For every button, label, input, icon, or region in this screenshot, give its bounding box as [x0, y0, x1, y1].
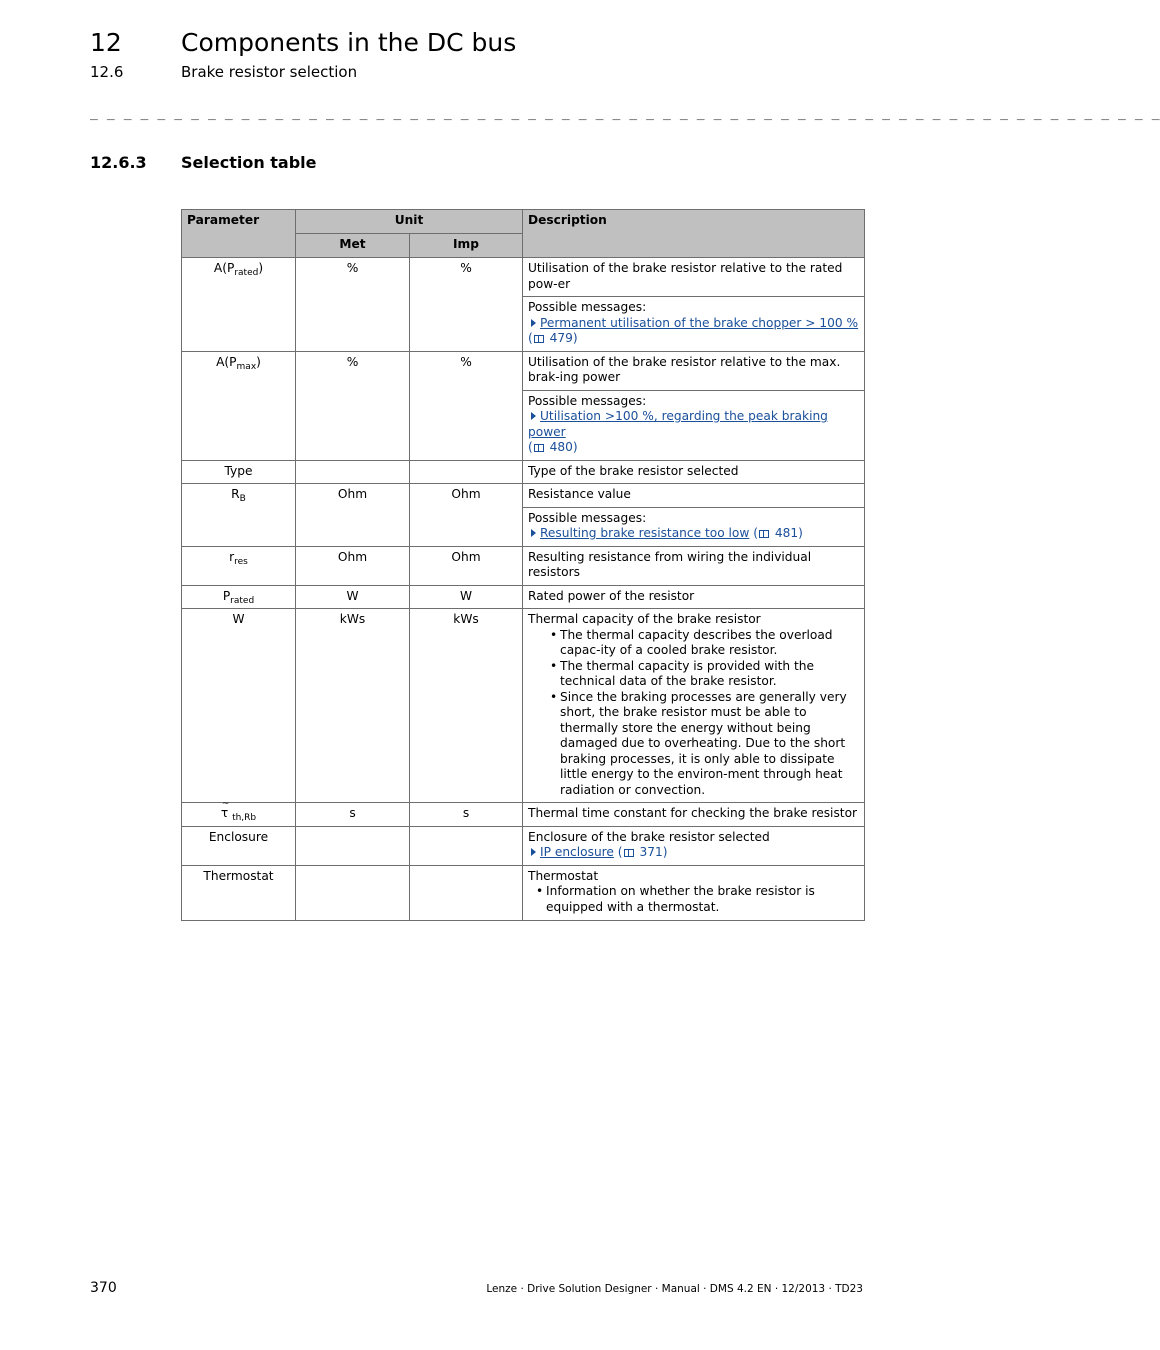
message-link[interactable]: Resulting brake resistance too low [540, 526, 750, 540]
page-reference[interactable]: 480) [549, 440, 578, 454]
param-cell: Enclosure [182, 826, 296, 865]
met-cell [296, 460, 410, 484]
param-cell: $P_{rated}$ [182, 585, 296, 609]
imp-cell: % [410, 258, 523, 352]
page-number: 370 [90, 1280, 117, 1296]
message-link[interactable]: IP enclosure [540, 845, 614, 859]
description-cell: Type of the brake resistor selected [523, 460, 865, 484]
arrow-right-icon [531, 529, 536, 537]
description-text: Thermal capacity of the brake resistor [528, 612, 761, 626]
messages-cell [523, 390, 865, 460]
met-cell [296, 826, 410, 865]
table-row [182, 826, 865, 865]
messages-label: Possible messages: [528, 300, 647, 314]
met-cell: Ohm [296, 484, 410, 547]
table-row [182, 460, 865, 484]
list-item: • The thermal capacity describes the overload capac-ity of a cooled brake resistor. [560, 628, 859, 659]
met-cell: % [296, 258, 410, 352]
messages-label: Possible messages: [528, 510, 647, 525]
arrow-right-icon [531, 412, 536, 420]
imp-cell [410, 826, 523, 865]
messages-cell [523, 297, 865, 352]
imp-cell: kWs [410, 609, 523, 803]
header-description: Description [523, 210, 865, 258]
table-row [182, 546, 865, 585]
selection-table [181, 209, 865, 921]
section-title: Brake resistor selection [181, 63, 358, 81]
met-cell: % [296, 351, 410, 460]
table-row [182, 609, 865, 803]
imp-cell: Ohm [410, 546, 523, 585]
imp-cell: W [410, 585, 523, 609]
subsection-number: 12.6.3 [90, 153, 147, 172]
list-item: • The thermal capacity is provided with the technical data of the brake resistor. [560, 659, 859, 690]
chapter-number: 12 [90, 28, 122, 57]
table-row [182, 585, 865, 609]
imp-cell [410, 460, 523, 484]
imp-cell [410, 865, 523, 921]
param-cell: W [182, 609, 296, 803]
messages-label: Possible messages: [528, 393, 647, 408]
description-text: Enclosure of the brake resistor selected [528, 829, 770, 844]
arrow-right-icon [531, 848, 536, 856]
description-cell [523, 826, 865, 865]
description-cell [523, 609, 865, 803]
param-cell: Thermostat [182, 865, 296, 921]
ref-paren: ( [528, 331, 533, 345]
table-row [182, 351, 865, 390]
description-cell: Utilisation of the brake resistor relative to the max. brak-ing power [523, 351, 865, 390]
table-row [182, 803, 865, 827]
ref-paren: ( [617, 845, 623, 859]
description-cell: Utilisation of the brake resistor relative to the rated pow-er [523, 258, 865, 297]
book-icon [759, 530, 769, 538]
footer-doc-info: Lenze · Drive Solution Designer · Manual · DMS 4.2 EN · 12/2013 · TD23 [486, 1283, 863, 1295]
met-cell [296, 865, 410, 921]
list-item: • Since the braking processes are generally very short, the brake resistor must be able to thermally store the energy without being damaged due to overheating. Due to the short braking processes, it is only able to dissipate little energy to the environ-ment through heat radiation or convection. [560, 690, 859, 799]
imp-cell: % [410, 351, 523, 460]
met-cell: Ohm [296, 546, 410, 585]
param-cell: Type [182, 460, 296, 484]
chapter-title: Components in the DC bus [181, 28, 517, 57]
table-row [182, 865, 865, 921]
book-icon [534, 444, 544, 452]
description-cell: Resulting resistance from wiring the individual resistors [523, 546, 865, 585]
description-cell: Rated power of the resistor [523, 585, 865, 609]
param-cell: $A(P_{max})$ [182, 351, 296, 460]
subsection-title: Selection table [181, 153, 317, 172]
imp-cell: Ohm [410, 484, 523, 547]
section-number: 12.6 [90, 63, 124, 81]
book-icon [624, 849, 634, 857]
ref-paren: ( [528, 440, 533, 454]
description-cell [523, 865, 865, 921]
table-row [182, 484, 865, 508]
message-link[interactable]: Permanent utilisation of the brake chopper > 100 % [540, 315, 859, 330]
met-cell: s [296, 803, 410, 827]
param-cell: $A(P_{rated})$ [182, 258, 296, 352]
book-icon [534, 335, 544, 343]
header-parameter: Parameter [182, 210, 296, 258]
description-cell: Thermal time constant for checking the brake resistor [523, 803, 865, 827]
table-row [182, 258, 865, 297]
param-cell: ~ τ $_{th,Rb}$ [182, 803, 296, 827]
param-cell: $R_B$ [182, 484, 296, 547]
description-text: Thermostat [528, 868, 599, 883]
header-imp: Imp [410, 234, 523, 258]
list-item: • Information on whether the brake resistor is equipped with a thermostat. [546, 884, 859, 915]
imp-cell: s [410, 803, 523, 827]
header-met: Met [296, 234, 410, 258]
page-reference[interactable]: 479) [549, 331, 578, 345]
header-separator: _ _ _ _ _ _ _ _ _ _ _ _ _ _ _ _ _ _ _ _ _ _ _ _ _ _ _ _ _ _ _ _ _ _ _ _ _ _ _ _ _ _ _ _ _ _ _ _ _ _ _ _ _ _ _ _ _ _ _ _ _ _ _ _ [90, 106, 1160, 121]
header-unit: Unit [296, 210, 523, 234]
page-reference[interactable]: 481) [774, 526, 803, 540]
arrow-right-icon [531, 319, 536, 327]
ref-paren: ( [753, 526, 758, 540]
messages-cell [523, 507, 865, 546]
description-cell: Resistance value [523, 484, 865, 508]
met-cell: W [296, 585, 410, 609]
param-cell: $r_{res}$ [182, 546, 296, 585]
page-reference[interactable]: 371) [639, 845, 668, 859]
message-link[interactable]: Utilisation >100 %, regarding the peak braking power [528, 409, 828, 439]
met-cell: kWs [296, 609, 410, 803]
